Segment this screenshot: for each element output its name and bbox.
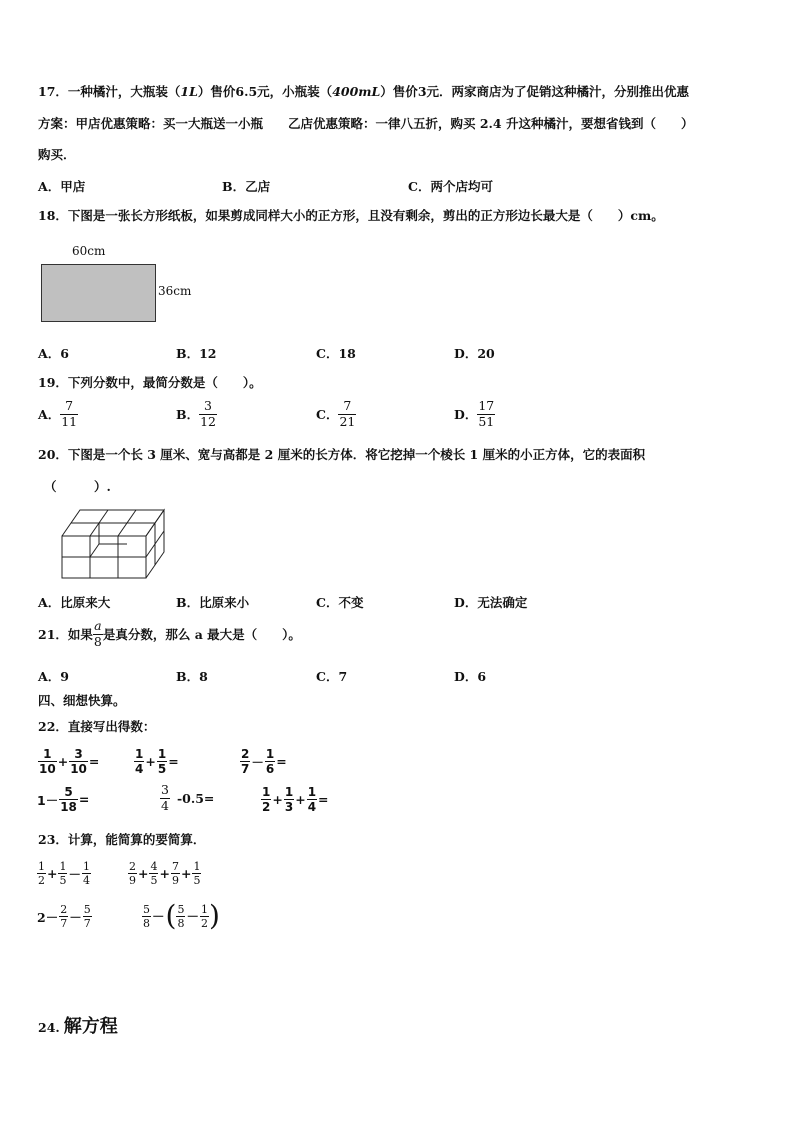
q18-width-label: 60cm <box>72 244 106 258</box>
fraction: $\frac{3}{12}$ <box>200 398 216 429</box>
q19-text: 19．下列分数中，最简分数是（ ）。 <box>38 375 262 390</box>
fraction: $\frac{3}{10}$ <box>70 747 87 776</box>
q17-option-b[interactable]: B．乙店 <box>222 179 271 194</box>
q17-line2: 方案：甲店优惠策略：买一大瓶送一小瓶 乙店优惠策略：一律八五折，购买 2.4 升这种橘汁，要想省钱到（ ） <box>38 116 694 131</box>
q20-option-a[interactable]: A．比原来大 <box>38 595 111 610</box>
fraction: $\frac{7}{21}$ <box>339 398 356 429</box>
q23-text: 23．计算，能简算的要简算． <box>38 832 206 847</box>
q23-expr-4: 5 8 － ( 5 8 － 1 2 ) <box>143 899 220 932</box>
q18-option-d[interactable]: D．20 <box>454 346 495 361</box>
q17-line3: 购买． <box>38 147 76 162</box>
fraction: $\frac{1}{5}$ <box>157 747 167 776</box>
q17-line1: 17．一种橘汁，大瓶装（1L）售价6.5元，小瓶装（400mL）售价3元．两家商店为了促销这种橘汁，分别推出优惠 <box>38 84 690 99</box>
q22-expr-3: 2 7 － $\frac{1}{6}$ = <box>241 747 287 776</box>
fraction: $\frac{1}{3}$ <box>284 785 294 814</box>
q23-expr-1: 1 2 + $\frac{1}{5}$ － 1 4 <box>38 860 90 887</box>
fraction: 1 4 <box>135 747 144 776</box>
q23-expr-2: 2 9 + $\frac{4}{5}$ + $\frac{7}{9}$ + $\frac{1}{5}$ <box>129 860 201 887</box>
q19-option-d[interactable]: D． $\frac{17}{51}$ <box>454 398 495 429</box>
q22-expr-6: 1 2 + $\frac{1}{3}$ + $\frac{1}{4}$ = <box>262 785 329 814</box>
fraction: 1 10 <box>39 747 56 776</box>
q22-expr-1: 1 10 + $\frac{3}{10}$ = <box>39 747 100 776</box>
q19-option-a[interactable]: A． $\frac{7}{11}$ <box>38 398 78 429</box>
q17-option-c[interactable]: C．两个店均可 <box>408 179 493 194</box>
section-4-title: 四、细想快算。 <box>38 693 126 708</box>
q20-option-d[interactable]: D．无法确定 <box>454 595 528 610</box>
q22-expr-5: $\frac{3}{4}$ -0.5= <box>161 782 215 813</box>
q20-option-b[interactable]: B．比原来小 <box>176 595 250 610</box>
q17-option-a[interactable]: A．甲店 <box>38 179 86 194</box>
q19-option-c[interactable]: C． $\frac{7}{21}$ <box>316 398 356 429</box>
fraction: $\frac{7}{11}$ <box>61 398 78 429</box>
q18-height-label: 36cm <box>158 284 192 298</box>
fraction: $\frac{1}{6}$ <box>265 747 275 776</box>
q21-option-a[interactable]: A．9 <box>38 669 69 684</box>
q18-option-b[interactable]: B．12 <box>176 346 217 361</box>
fraction: 2 7 <box>241 747 250 776</box>
q22-expr-4: 1－ $\frac{5}{18}$ = <box>37 785 90 814</box>
q18-option-c[interactable]: C．18 <box>316 346 356 361</box>
q21-text: 21．如果 $\frac{a}{8}$ 是真分数，那么 a 最大是（ ）。 <box>38 618 301 649</box>
q24-heading: 24. 解方程 <box>38 1016 118 1037</box>
q20-line2: （ ）. <box>44 479 111 494</box>
q19-option-b[interactable]: B． $\frac{3}{12}$ <box>176 398 216 429</box>
fraction: $\frac{5}{18}$ <box>60 785 77 814</box>
q18-text: 18．下图是一张长方形纸板，如果剪成同样大小的正方形，且没有剩余，剪出的正方形边长最大是（ ）cm。 <box>38 208 664 223</box>
fraction: $\frac{1}{4}$ <box>307 785 317 814</box>
q20-cuboid-figure <box>58 504 178 582</box>
fraction: $\frac{a}{8}$ <box>93 618 102 649</box>
q18-option-a[interactable]: A．6 <box>38 346 69 361</box>
q22-text: 22．直接写出得数： <box>38 719 156 734</box>
fraction: 1 2 <box>262 785 271 814</box>
q20-line1: 20．下图是一个长 3 厘米、宽与高都是 2 厘米的长方体．将它挖掉一个棱长 1 厘米的小正方体，它的表面积 <box>38 447 646 462</box>
q22-expr-2: 1 4 + $\frac{1}{5}$ = <box>135 747 179 776</box>
q21-option-b[interactable]: B．8 <box>176 669 208 684</box>
q21-option-d[interactable]: D．6 <box>454 669 487 684</box>
q23-expr-3: 2－ 2 7 － 5 7 <box>37 903 91 930</box>
q20-option-c[interactable]: C．不变 <box>316 595 364 610</box>
q21-option-c[interactable]: C．7 <box>316 669 348 684</box>
q18-rectangle <box>41 264 156 322</box>
fraction: $\frac{17}{51}$ <box>478 398 495 429</box>
fraction: $\frac{3}{4}$ <box>161 782 169 813</box>
